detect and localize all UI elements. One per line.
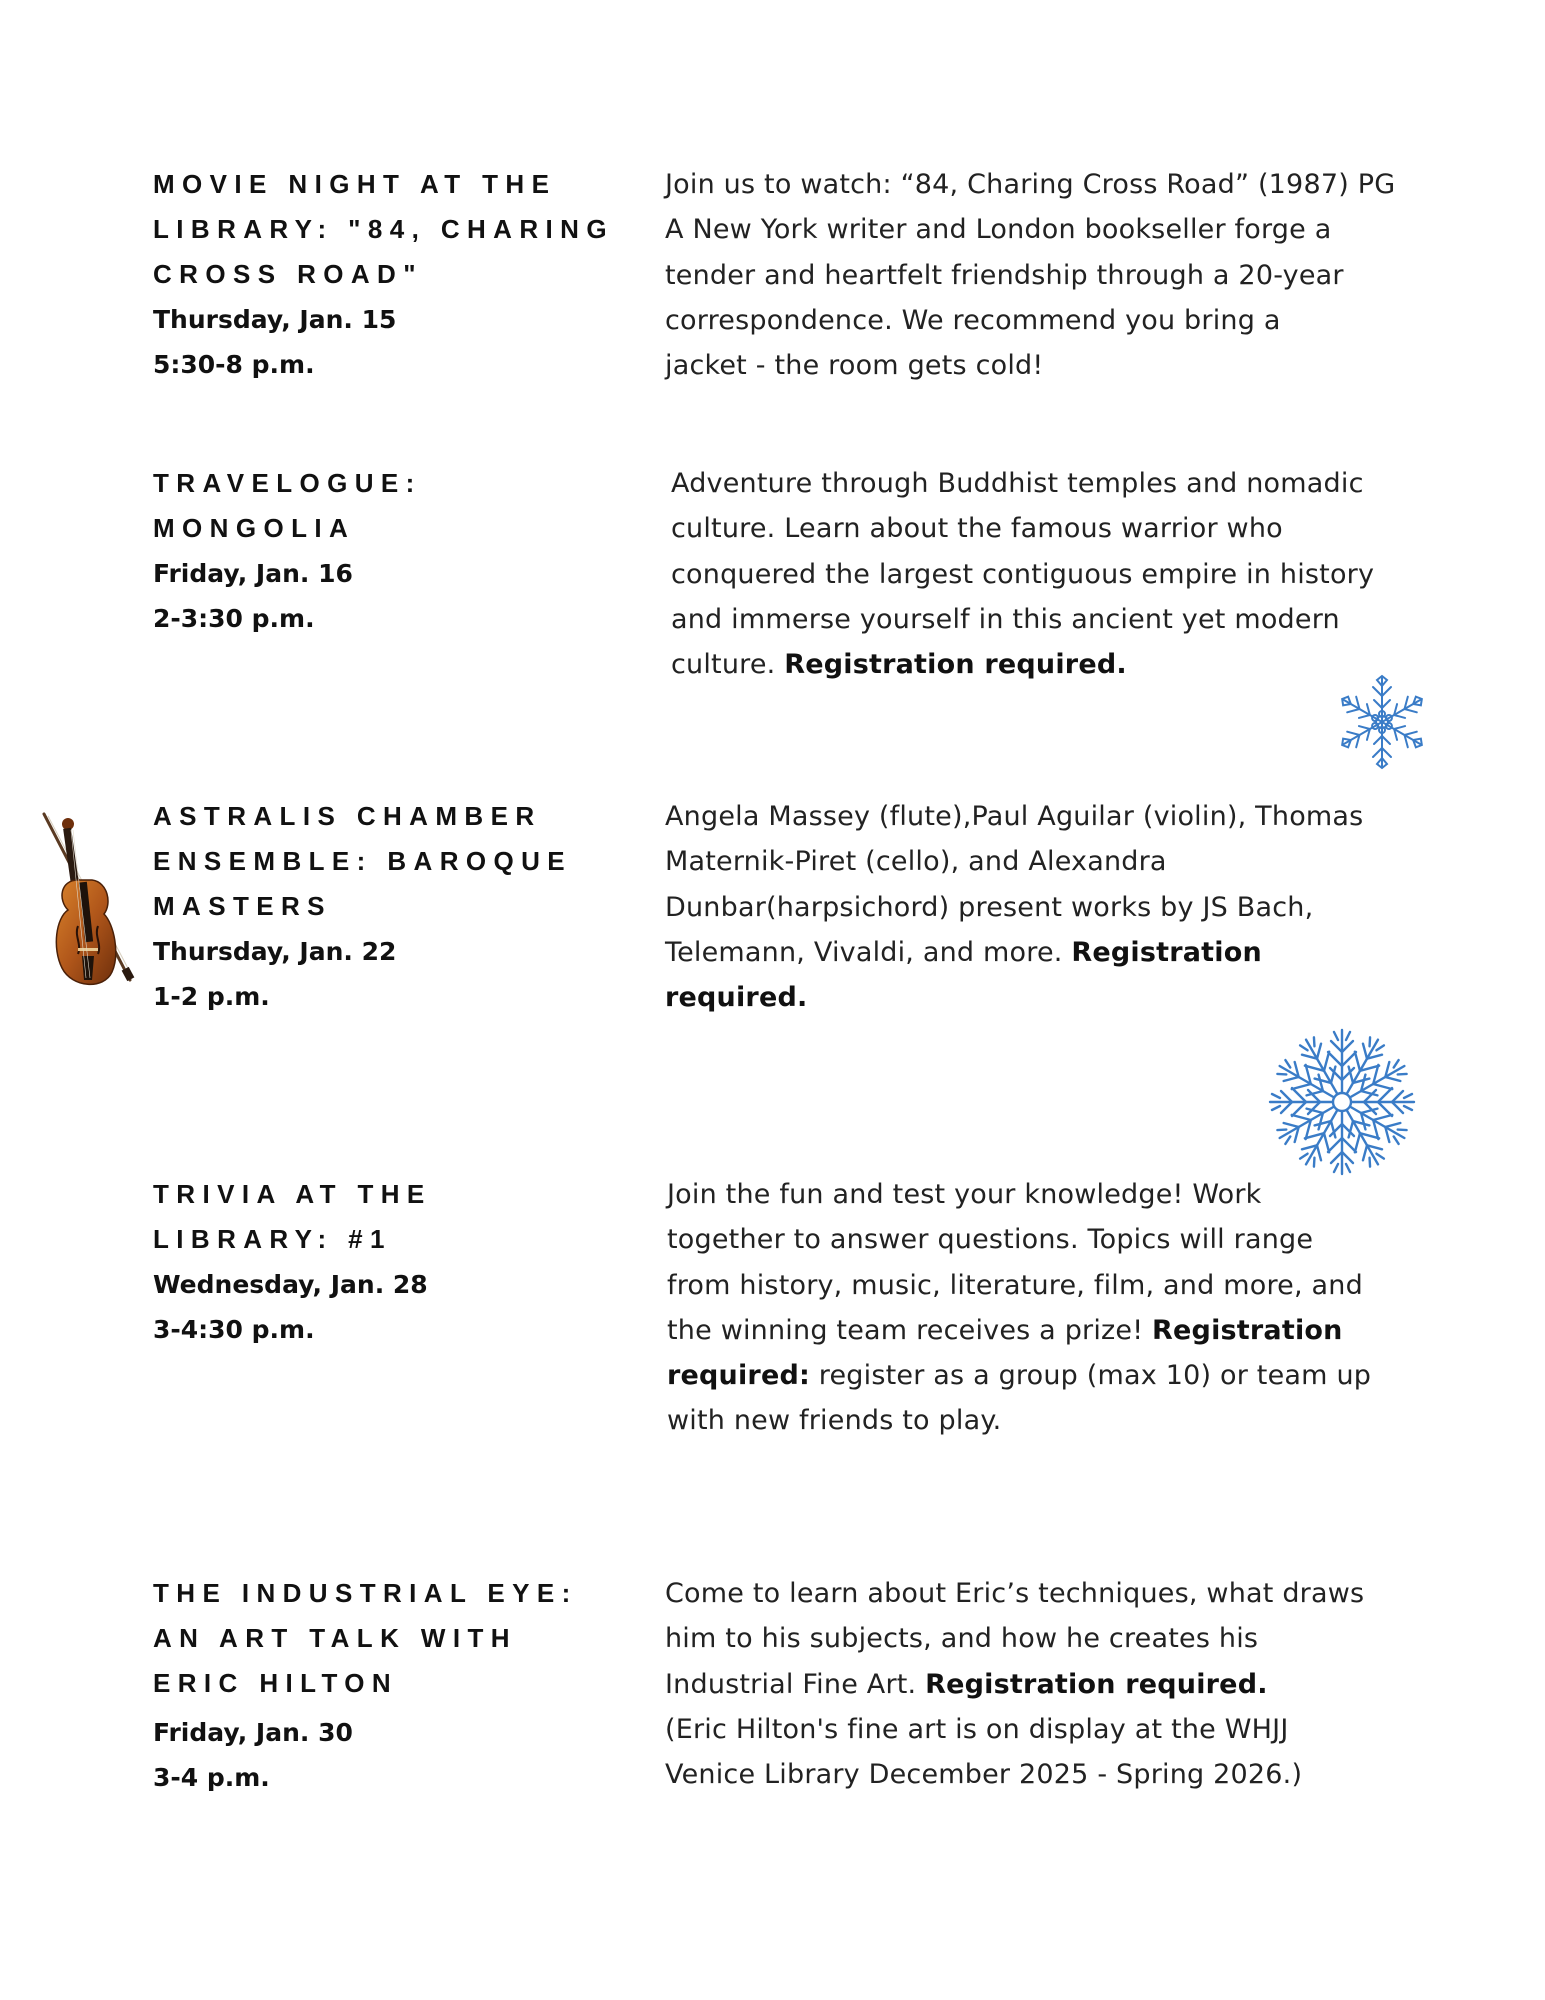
event-info	[153, 794, 633, 1019]
description-line: (Eric Hilton's fine art is on display at the WHJJ	[665, 1713, 1289, 1745]
registration-required: Registration	[1152, 1314, 1343, 1346]
event-date: Friday, Jan. 30	[153, 1718, 353, 1747]
snowflake-arms	[1270, 1030, 1414, 1174]
event-time: 3-4:30 p.m.	[153, 1315, 315, 1344]
event-info	[153, 1571, 633, 1800]
event-description	[671, 461, 1411, 687]
snowflake-icon	[1266, 1026, 1418, 1178]
event-date: Wednesday, Jan. 28	[153, 1270, 428, 1299]
description-line: conquered the largest contiguous empire in history	[671, 558, 1375, 590]
event-info	[153, 162, 633, 387]
description-line: culture. Learn about the famous warrior who	[671, 513, 1283, 545]
event-title	[153, 1571, 633, 1706]
description-line: Venice Library December 2025 - Spring 2026.)	[665, 1759, 1303, 1791]
description-line: Join the fun and test your knowledge! Work	[667, 1179, 1262, 1210]
description-line	[665, 930, 1405, 975]
registration-required: Registration	[1071, 936, 1262, 968]
title-line: TRIVIA AT THE	[153, 1179, 432, 1209]
event-date: Thursday, Jan. 15	[153, 305, 397, 334]
event-info	[153, 1172, 633, 1352]
description-text: register as a group (max 10) or team up	[809, 1360, 1372, 1392]
description-text: the winning team receives a prize!	[667, 1314, 1153, 1346]
description-line: together to answer questions. Topics will range	[667, 1224, 1314, 1256]
description-line: Come to learn about Eric’s techniques, what draws	[665, 1578, 1365, 1609]
event-date: Friday, Jan. 16	[153, 559, 353, 588]
title-line: TRAVELOGUE:	[153, 468, 422, 498]
event-title	[153, 1172, 633, 1262]
description-line: Adventure through Buddhist temples and nomadic	[671, 468, 1364, 499]
event-description	[665, 1571, 1405, 1797]
title-line: MONGOLIA	[153, 513, 356, 543]
description-line: Dunbar(harpsichord) present works by JS Bach,	[665, 891, 1314, 923]
description-line: with new friends to play.	[667, 1405, 1002, 1437]
event-description	[665, 794, 1405, 1020]
title-line: ENSEMBLE: BAROQUE	[153, 846, 573, 876]
description-text: culture.	[671, 649, 785, 681]
event-title	[153, 794, 633, 929]
title-line: THE INDUSTRIAL EYE:	[153, 1578, 578, 1608]
title-line: CROSS ROAD"	[153, 259, 423, 289]
event-time: 2-3:30 p.m.	[153, 604, 315, 633]
description-line: Angela Massey (flute),Paul Aguilar (violin), Thomas	[665, 801, 1364, 832]
description-line	[667, 1353, 1407, 1398]
description-line	[671, 642, 1411, 687]
title-line: LIBRARY: "84, CHARING	[153, 214, 614, 244]
event-description	[665, 162, 1405, 388]
description-line	[667, 1308, 1407, 1353]
violin-icon	[38, 808, 138, 998]
title-line: AN ART TALK WITH	[153, 1623, 517, 1653]
description-line: A New York writer and London bookseller forge a	[665, 214, 1332, 246]
snowflake-icon	[1332, 672, 1432, 772]
description-line	[665, 1662, 1405, 1707]
event-time: 5:30-8 p.m.	[153, 350, 315, 379]
event-title	[153, 162, 633, 297]
description-line: Join us to watch: “84, Charing Cross Road” (1987) PG	[665, 169, 1396, 200]
description-line: Maternik-Piret (cello), and Alexandra	[665, 846, 1167, 878]
event-date: Thursday, Jan. 22	[153, 937, 397, 966]
registration-required: required.	[665, 982, 808, 1014]
event-title	[153, 461, 633, 551]
event-info	[153, 461, 633, 641]
description-text: Industrial Fine Art.	[665, 1668, 926, 1700]
registration-required: Registration required.	[925, 1668, 1268, 1700]
description-line: from history, music, literature, film, and more, and	[667, 1269, 1363, 1301]
title-line: ERIC HILTON	[153, 1668, 399, 1698]
event-time: 1-2 p.m.	[153, 982, 270, 1011]
registration-required: Registration required.	[784, 649, 1127, 681]
title-line: MOVIE NIGHT AT THE	[153, 169, 557, 199]
title-line: ASTRALIS CHAMBER	[153, 801, 542, 831]
description-line: and immerse yourself in this ancient yet modern	[671, 603, 1340, 635]
snowflake-arms	[1338, 676, 1427, 768]
description-line: tender and heartfelt friendship through a 20-year	[665, 259, 1344, 291]
description-line: jacket - the room gets cold!	[665, 350, 1044, 382]
registration-required: required:	[667, 1360, 810, 1392]
title-line: LIBRARY: #1	[153, 1224, 392, 1254]
description-line: him to his subjects, and how he creates his	[665, 1623, 1259, 1655]
event-description	[667, 1172, 1407, 1444]
event-time: 3-4 p.m.	[153, 1763, 270, 1792]
description-text: Telemann, Vivaldi, and more.	[665, 936, 1072, 968]
title-line: MASTERS	[153, 891, 332, 921]
description-line: correspondence. We recommend you bring a	[665, 304, 1281, 336]
